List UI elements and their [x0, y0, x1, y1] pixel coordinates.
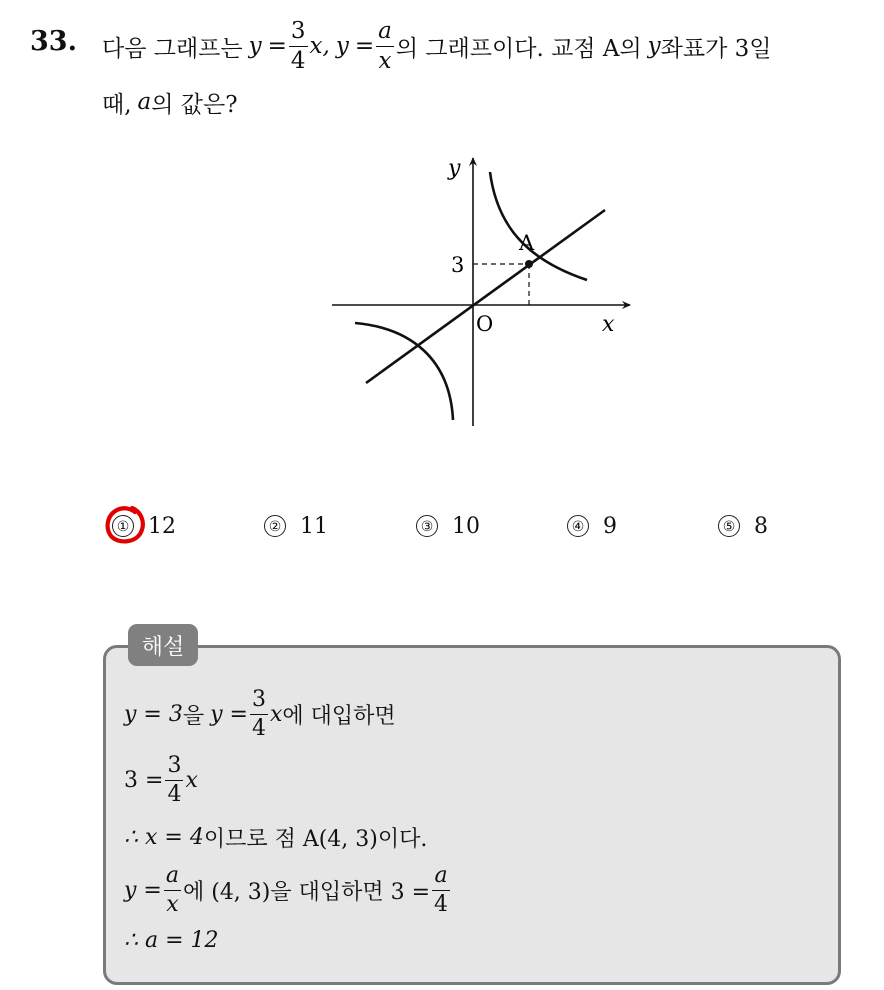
- y-tick-label-3: 3: [451, 253, 465, 277]
- solution-line-1: [124, 682, 396, 746]
- fraction-denominator: 4: [251, 715, 266, 741]
- solution-line-3: [124, 817, 427, 857]
- stem-text-5: 의 값은?: [151, 91, 238, 118]
- sol-fraction-a-x: [164, 862, 181, 917]
- stem-text-3: 좌표가 3일: [660, 35, 772, 62]
- fraction-numerator: a: [432, 865, 449, 891]
- stem-equals-2: =: [354, 33, 375, 59]
- sol-eq-y3: y = 3: [124, 701, 183, 727]
- fraction-denominator: 4: [434, 891, 449, 917]
- choice-value-4: 9: [603, 513, 617, 539]
- stem-text-1: 다음 그래프는: [102, 35, 243, 62]
- choice-4[interactable]: [567, 508, 617, 544]
- graph-figure: [322, 148, 642, 433]
- fraction-numerator: a: [164, 865, 181, 891]
- solution-tag: 해설: [128, 624, 198, 666]
- point-label-a: A: [519, 231, 535, 255]
- hyperbola-branch-third-quadrant: [355, 323, 453, 420]
- sol-fraction-3-4: [250, 686, 268, 741]
- fraction-denominator: 4: [290, 47, 306, 74]
- fraction-denominator: x: [378, 47, 392, 74]
- question-stem-line-1: [102, 14, 772, 78]
- stem-y-variable-3: y: [647, 33, 661, 59]
- solution-line-2: [124, 748, 198, 812]
- stem-x-variable: x,: [309, 33, 330, 59]
- y-axis-label: y: [448, 156, 461, 181]
- solution-line-4: [124, 858, 452, 922]
- sol-fraction-3-4-b: [165, 752, 183, 807]
- choice-number-4: ④: [567, 515, 589, 537]
- x-axis-label: x: [602, 312, 615, 337]
- sol-eq-y: y =: [210, 701, 248, 727]
- sol-text-eul: 을: [182, 703, 205, 729]
- choice-number-2: ②: [264, 515, 286, 537]
- question-stem-line-2: [102, 80, 238, 124]
- sol-therefore-x4: ∴ x = 4: [124, 824, 204, 850]
- line-y-three-quarters-x: [366, 210, 605, 383]
- choice-value-5: 8: [754, 513, 768, 539]
- choice-2[interactable]: [264, 508, 328, 544]
- sol-x-var-2: x: [185, 767, 198, 793]
- sol-fraction-a-4: [432, 862, 450, 917]
- fraction-numerator: a: [376, 20, 394, 47]
- choice-value-1: 12: [148, 513, 176, 539]
- sol-text-substitute-2: 에 (4, 3)을 대입하면 3 =: [182, 879, 431, 905]
- fraction-denominator: 4: [167, 781, 182, 807]
- solution-line-5: [124, 922, 219, 958]
- intersection-point-a: [525, 260, 533, 268]
- sol-text-substitute: 에 대입하면: [282, 703, 396, 729]
- choice-5[interactable]: [718, 508, 768, 544]
- stem-y-variable-2: y: [335, 33, 349, 59]
- sol-x-var: x: [269, 701, 283, 727]
- stem-text-2: 의 그래프이다. 교점 A의: [395, 35, 642, 62]
- choice-1[interactable]: [112, 508, 176, 544]
- choice-number-1: ①: [112, 515, 134, 537]
- sol-text-point-a: 이므로 점 A(4, 3)이다.: [203, 826, 428, 852]
- sol-eq-y-2: y =: [124, 877, 162, 903]
- stem-a-variable: a: [137, 89, 152, 115]
- stem-y-variable: y: [248, 33, 262, 59]
- fraction-numerator: 3: [289, 20, 308, 47]
- choice-number-3: ③: [416, 515, 438, 537]
- stem-equals: =: [267, 33, 287, 59]
- sol-eq-3: 3 =: [124, 767, 164, 793]
- stem-text-4: 때,: [102, 91, 132, 118]
- choice-value-2: 11: [300, 513, 328, 539]
- answer-choices: [0, 508, 884, 548]
- fraction-denominator: x: [166, 891, 179, 917]
- fraction-numerator: 3: [165, 755, 183, 781]
- question-number: 33.: [30, 26, 77, 57]
- fraction-three-quarters: [289, 17, 308, 74]
- choice-number-5: ⑤: [718, 515, 740, 537]
- sol-final-answer: ∴ a = 12: [124, 927, 219, 953]
- choice-3[interactable]: [416, 508, 480, 544]
- origin-label: O: [476, 312, 494, 336]
- fraction-a-over-x: [376, 17, 394, 74]
- fraction-numerator: 3: [250, 689, 268, 715]
- choice-value-3: 10: [452, 513, 480, 539]
